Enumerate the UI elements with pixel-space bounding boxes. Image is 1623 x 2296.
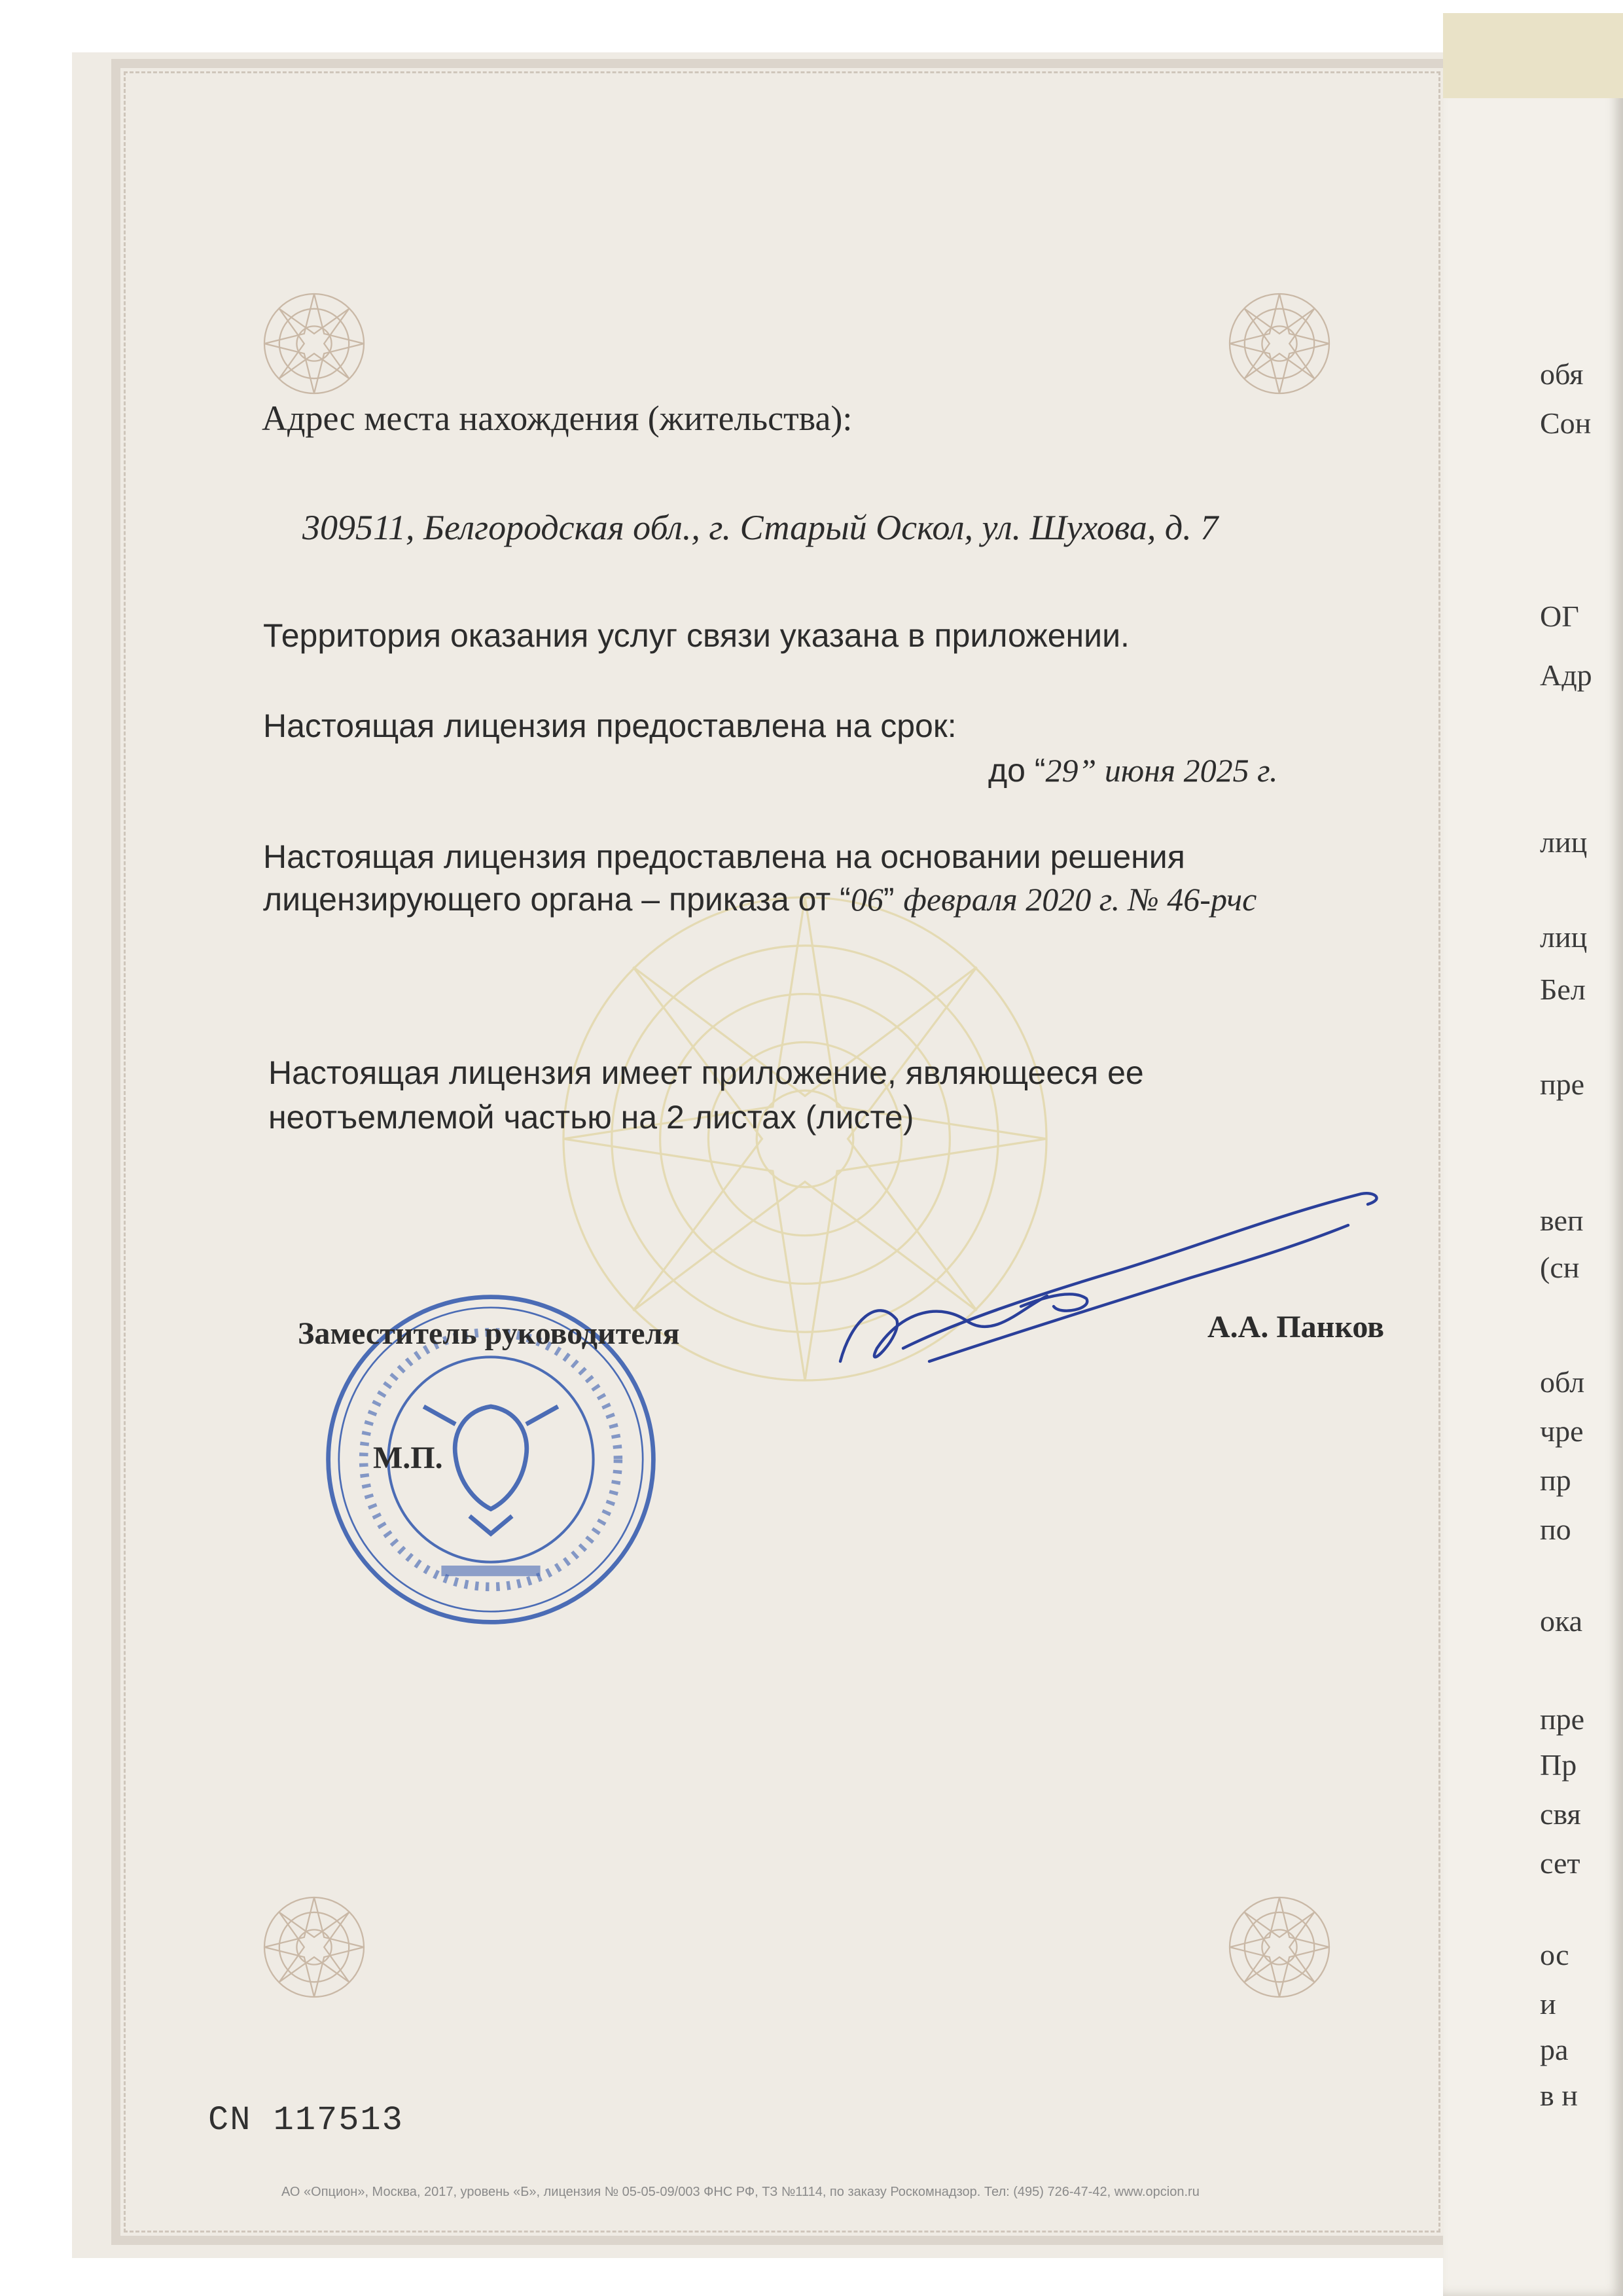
- adjacent-text-19: сет: [1540, 1846, 1580, 1880]
- adjacent-text-11: обл: [1540, 1365, 1585, 1399]
- basis-day: 06: [850, 881, 883, 918]
- basis-mid: ”: [883, 881, 904, 918]
- annex-line-2: неотъемлемой частью на 2 листах (листе): [268, 1099, 914, 1136]
- bottom-right-rosette: [1217, 1885, 1342, 2009]
- adjacent-text-10: (сн: [1540, 1251, 1580, 1284]
- basis-prefix: лицензирующего органа – приказа от “: [263, 881, 851, 918]
- term-day: 29: [1045, 752, 1079, 789]
- adjacent-text-17: Пр: [1540, 1748, 1577, 1782]
- adjacent-text-5: лиц: [1540, 825, 1588, 859]
- seal-label: М.П.: [373, 1441, 443, 1475]
- adjacent-text-7: Бел: [1540, 973, 1586, 1006]
- adjacent-text-22: ра: [1540, 2033, 1569, 2066]
- adjacent-text-18: свя: [1540, 1797, 1581, 1831]
- term-rest: ” июня 2025 г.: [1078, 752, 1278, 789]
- term-value: [988, 751, 1278, 789]
- adjacent-text-6: лиц: [1540, 920, 1588, 954]
- territory-text: Территория оказания услуг связи указана в приложении.: [263, 617, 1130, 654]
- serial-number: CN 117513: [208, 2101, 404, 2140]
- signatory-name: А.А. Панков: [1207, 1310, 1385, 1344]
- adjacent-text-13: пр: [1540, 1463, 1571, 1497]
- adjacent-text-12: чре: [1540, 1414, 1584, 1448]
- annex-line-1: Настоящая лицензия имеет приложение, являющееся ее: [268, 1054, 1144, 1091]
- address-label: Адрес места нахождения (жительства):: [262, 399, 853, 438]
- top-left-rosette: [252, 281, 376, 406]
- term-label: Настоящая лицензия предоставлена на срок:: [263, 708, 957, 744]
- adjacent-text-3: ОГ: [1540, 600, 1579, 633]
- adjacent-text-1: обя: [1540, 357, 1584, 391]
- adjacent-text-2: Сон: [1540, 406, 1592, 440]
- basis-line-2: [263, 880, 1257, 918]
- adjacent-page: [1443, 13, 1623, 2296]
- printer-imprint: АО «Опцион», Москва, 2017, уровень «Б», лицензия № 05-05-09/003 ФНС РФ, ТЗ №1114, по заказу Роскомнадзор. Тел: (495) 726-47-42, www.opcion.ru: [281, 2185, 1200, 2199]
- top-right-rosette: [1217, 281, 1342, 406]
- signatory-title: Заместитель руководителя: [298, 1316, 680, 1351]
- adjacent-text-4: Адр: [1540, 658, 1592, 692]
- adjacent-text-14: по: [1540, 1513, 1571, 1546]
- adjacent-text-23: в н: [1540, 2079, 1578, 2112]
- adjacent-text-16: пре: [1540, 1702, 1585, 1736]
- basis-rest: февраля 2020 г. № 46-рчс: [903, 881, 1257, 918]
- handwritten-signature: [825, 1165, 1387, 1401]
- basis-line-1: Настоящая лицензия предоставлена на основании решения: [263, 838, 1185, 875]
- adjacent-text-15: ока: [1540, 1604, 1583, 1638]
- adjacent-text-21: и: [1540, 1987, 1556, 2020]
- adjacent-text-20: ос: [1540, 1938, 1569, 1971]
- address-value: 309511, Белгородская обл., г. Старый Оскол, ул. Шухова, д. 7: [302, 508, 1219, 547]
- adjacent-text-9: веп: [1540, 1204, 1584, 1237]
- term-prefix: до “: [988, 752, 1046, 789]
- bottom-left-rosette: [252, 1885, 376, 2009]
- adjacent-text-8: пре: [1540, 1067, 1585, 1101]
- adjacent-page-top-band: [1443, 13, 1623, 98]
